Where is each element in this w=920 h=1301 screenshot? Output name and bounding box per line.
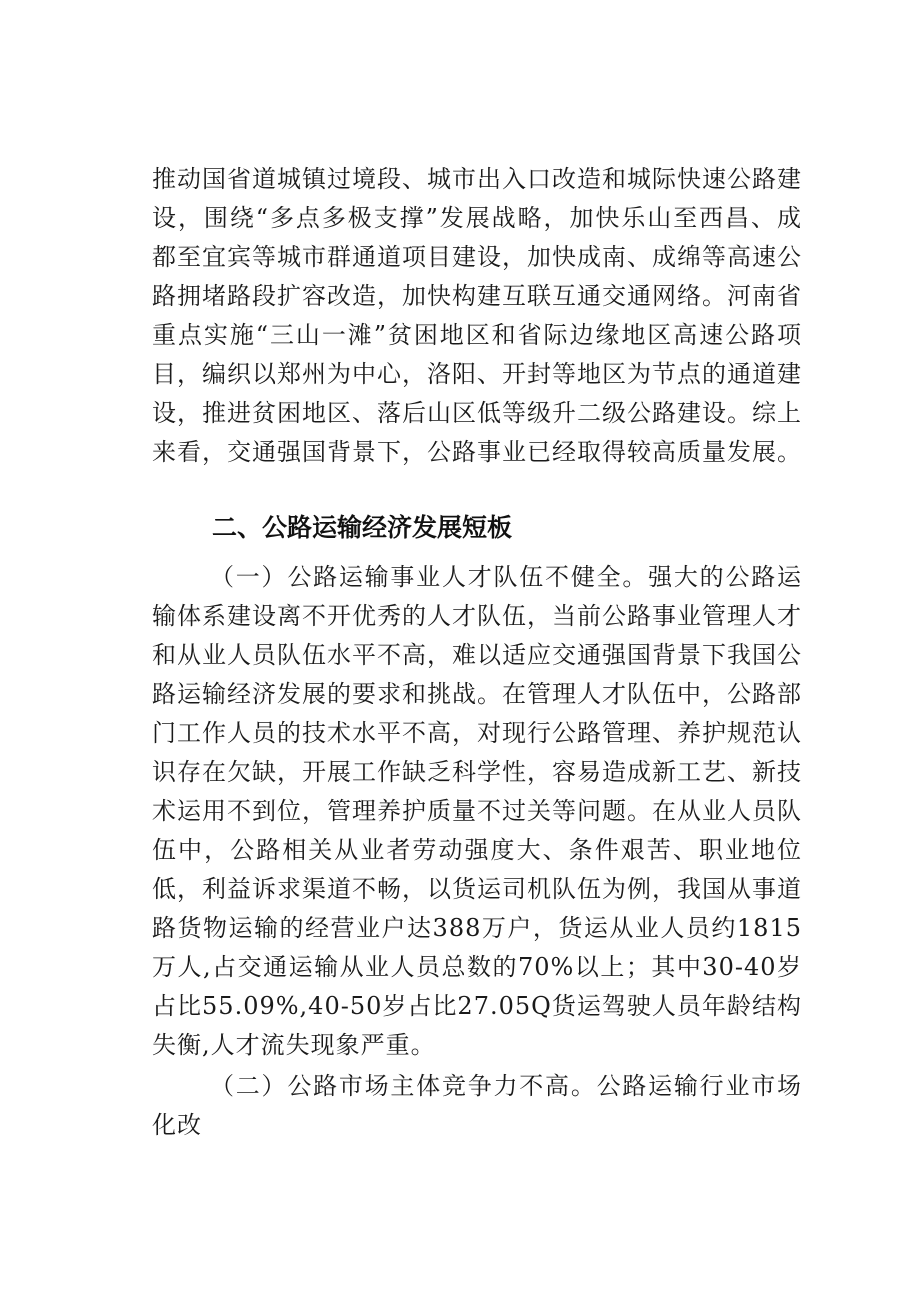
paragraph-market-competitiveness: （二）公路市场主体竞争力不高。公路运输行业市场化改: [152, 1072, 802, 1139]
section-heading: 二、公路运输经济发展短板: [212, 513, 513, 542]
paragraph-road-construction: 推动国省道城镇过境段、城市出入口改造和城际快速公路建设，围绕“多点多极支撑”发展战略，加快乐山至西昌、成都至宜宾等城市群通道项目建设，加快成南、成绵等高速公路拥堵路段扩容改造，加快构建互联互通交通网络。河南省重点实施“三山一滩”贫困地区和省际边缘地区高速公路项目，编织以郑州为中心，洛阳、开封等地区为节点的通道建设，推进贫困地区、落后山区低等级升二级公路建设。综上来看，交通强国背景下，公路事业已经取得较高质量发展。: [152, 165, 802, 466]
paragraph-talent-team: （一）公路运输事业人才队伍不健全。强大的公路运输体系建设离不开优秀的人才队伍，当前公路事业管理人才和从业人员队伍水平不高，难以适应交通强国背景下我国公路运输经济发展的要求和挑战。在管理人才队伍中，公路部门工作人员的技术水平不高，对现行公路管理、养护规范认识存在欠缺，开展工作缺乏科学性，容易造成新工艺、新技术运用不到位，管理养护质量不过关等问题。在从业人员队伍中，公路相关从业者劳动强度大、条件艰苦、职业地位低，利益诉求渠道不畅，以货运司机队伍为例，我国从事道路货物运输的经营业户达388万户，货运从业人员约1815万人,占交通运输从业人员总数的70%以上；其中30-40岁占比55.09%,40-50岁占比27.05Q货运驾驶人员年龄结构失衡,人才流失现象严重。: [152, 563, 802, 1059]
